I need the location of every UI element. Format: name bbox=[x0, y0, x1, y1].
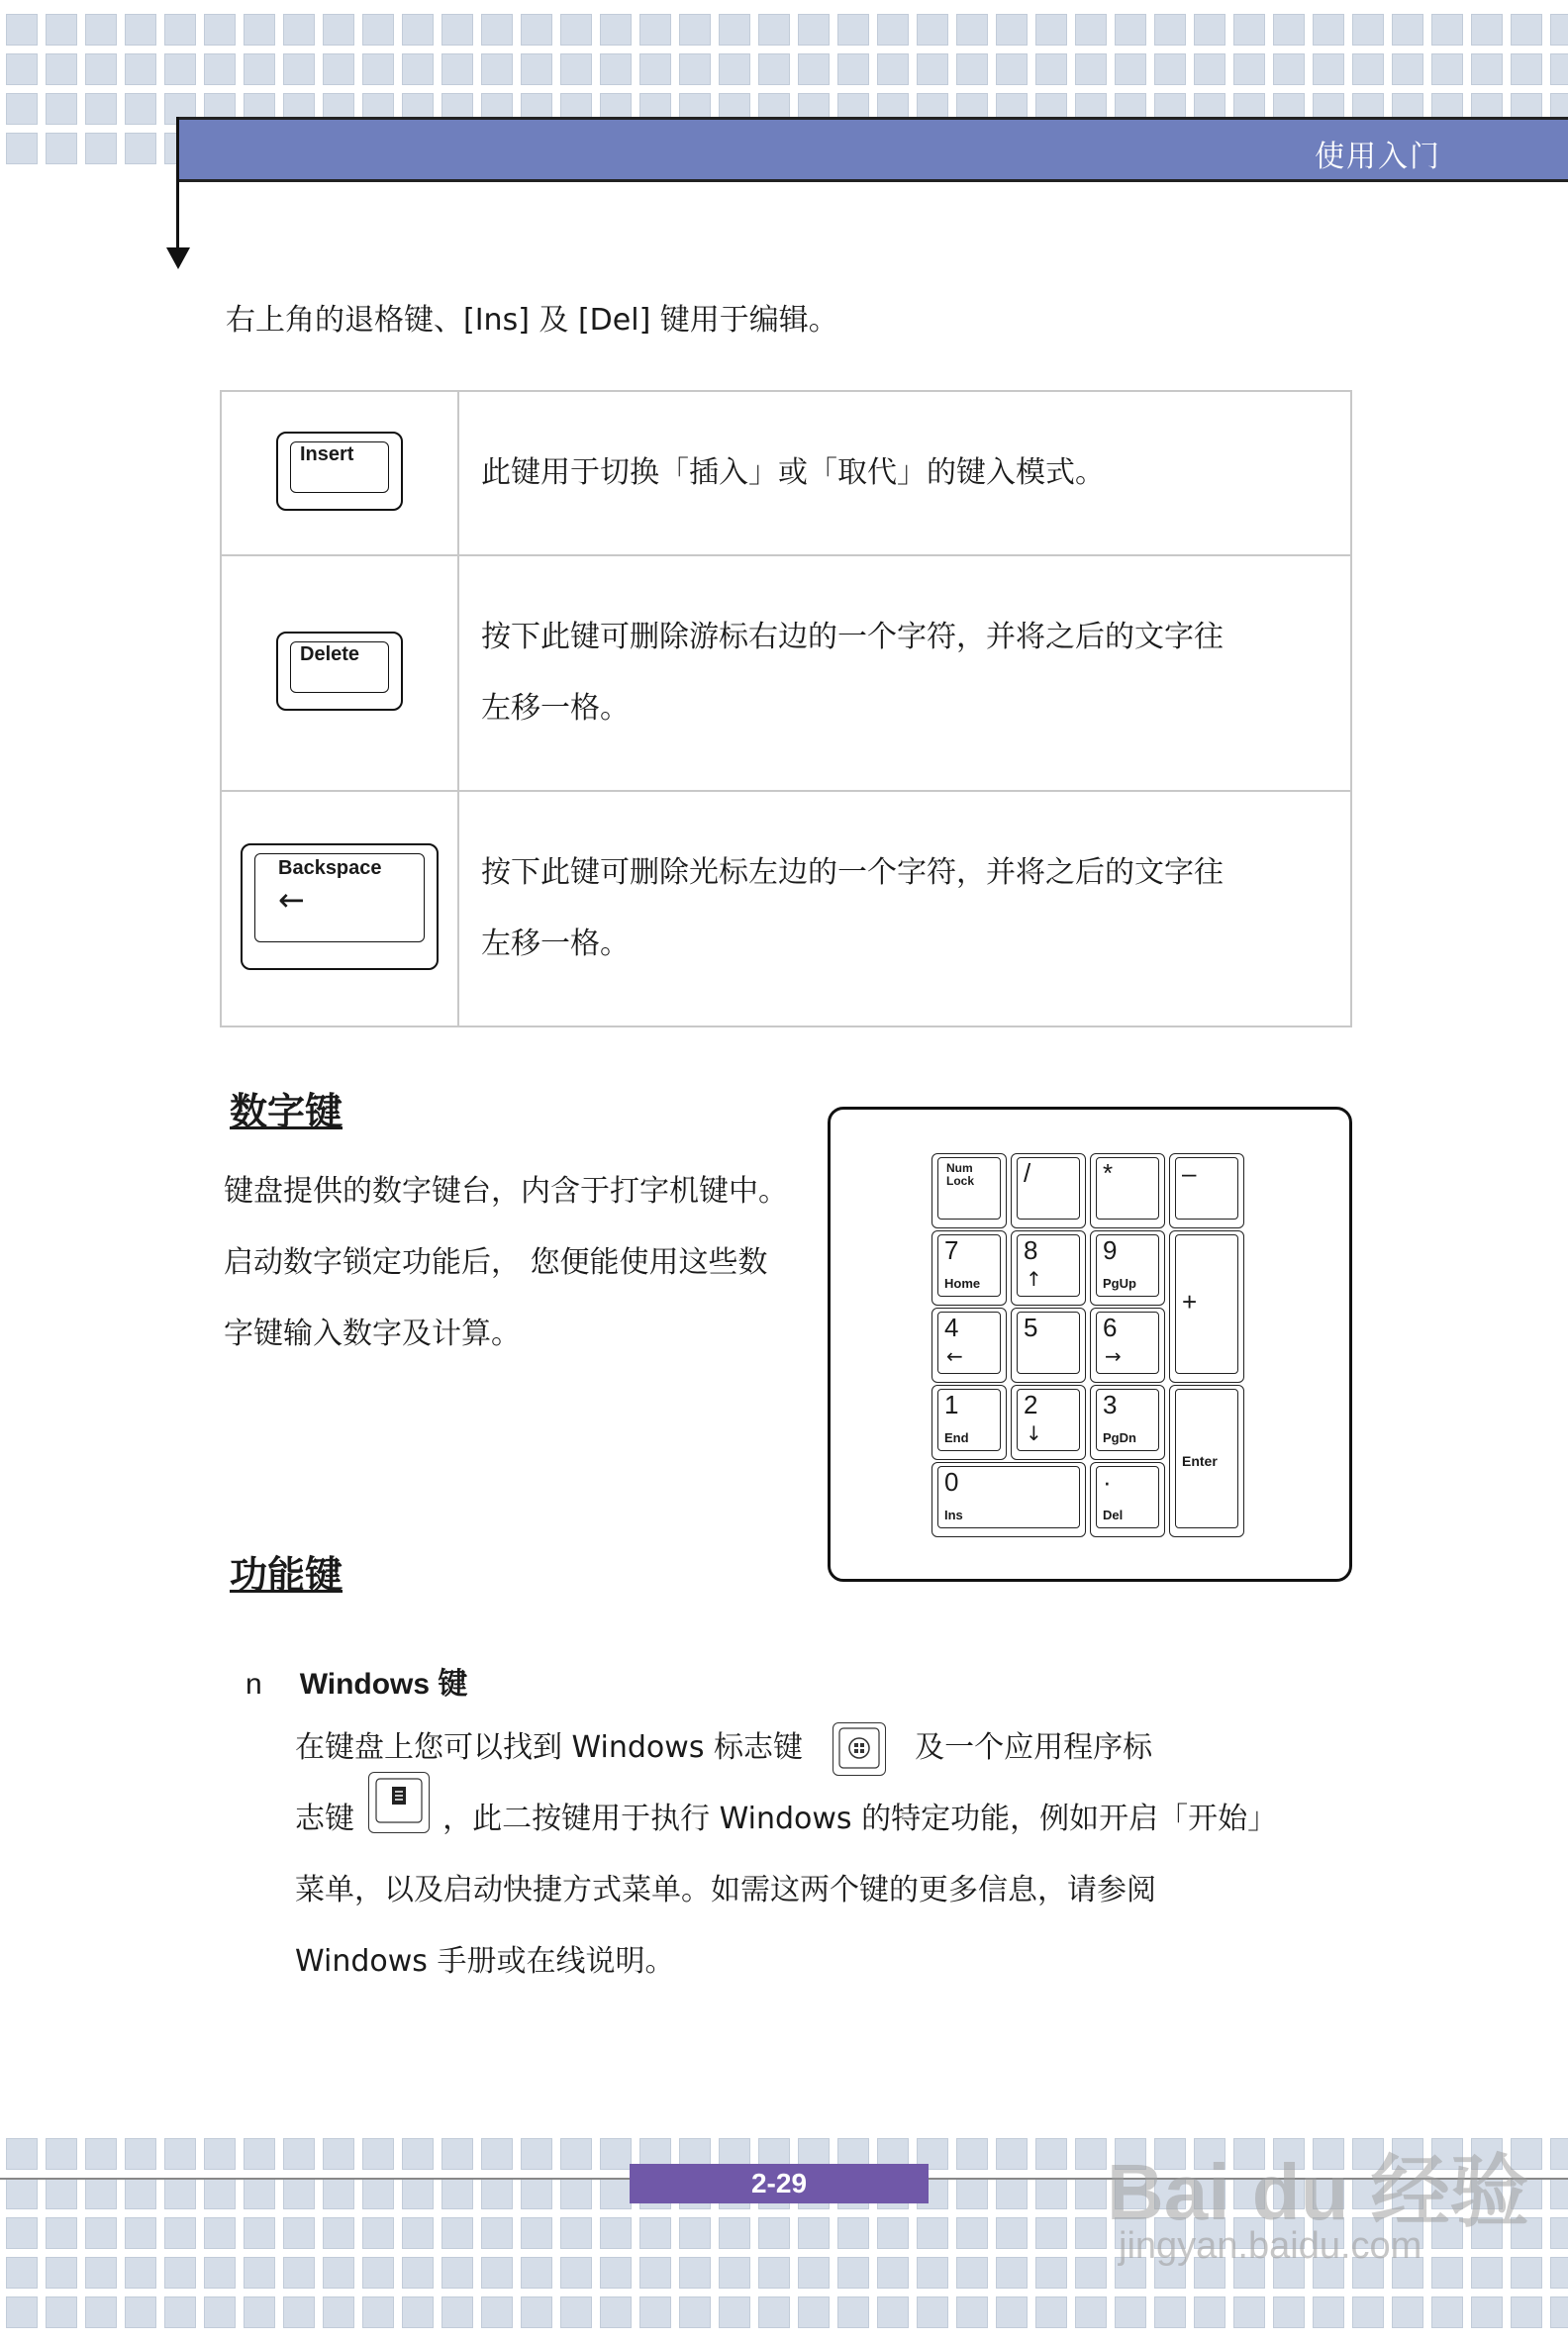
decor-tile bbox=[996, 2296, 1028, 2328]
decor-tile bbox=[6, 2138, 38, 2170]
decor-tile bbox=[1194, 53, 1225, 85]
decor-tile bbox=[560, 2217, 592, 2249]
description-line: 按下此键可删除游标右边的一个字符，并将之后的文字往 bbox=[481, 620, 1224, 654]
decor-tile bbox=[798, 2296, 830, 2328]
decor-tile bbox=[46, 2138, 77, 2170]
backspace-key-icon bbox=[241, 843, 439, 970]
decor-tile bbox=[521, 2296, 552, 2328]
decor-tile bbox=[46, 2296, 77, 2328]
delete-key-description bbox=[458, 555, 1351, 791]
decor-tile bbox=[6, 2257, 38, 2289]
decor-tile bbox=[1550, 2138, 1568, 2170]
decor-tile bbox=[204, 2217, 236, 2249]
decor-tile bbox=[46, 14, 77, 46]
decor-tile bbox=[758, 2296, 790, 2328]
numeric-keys-description bbox=[224, 1156, 818, 1370]
decor-tile bbox=[164, 2217, 196, 2249]
backspace-key-description bbox=[458, 791, 1351, 1026]
decor-tile bbox=[1352, 53, 1384, 85]
decor-tile bbox=[1115, 2296, 1146, 2328]
decor-tile bbox=[46, 2217, 77, 2249]
decor-tile bbox=[402, 2217, 434, 2249]
decor-tile bbox=[441, 2296, 473, 2328]
decor-tile bbox=[798, 14, 830, 46]
decor-tile bbox=[1392, 14, 1423, 46]
decor-tile bbox=[244, 2296, 275, 2328]
decor-tile bbox=[1075, 53, 1107, 85]
decor-tile bbox=[1035, 14, 1067, 46]
decor-tile bbox=[1075, 2296, 1107, 2328]
decor-tile bbox=[125, 2178, 156, 2209]
decor-tile bbox=[164, 2296, 196, 2328]
decor-tile bbox=[323, 2257, 354, 2289]
decor-tile bbox=[877, 2296, 909, 2328]
decor-tile bbox=[600, 53, 632, 85]
decor-tile bbox=[402, 2257, 434, 2289]
star-key: * bbox=[1090, 1153, 1165, 1228]
decor-tile bbox=[85, 2138, 117, 2170]
numlock-key: Num Lock bbox=[931, 1153, 1007, 1228]
decor-tile bbox=[441, 53, 473, 85]
table-row bbox=[221, 791, 1351, 1026]
decor-tile bbox=[85, 2296, 117, 2328]
decor-tile bbox=[719, 2296, 750, 2328]
decor-tile bbox=[362, 2217, 394, 2249]
decor-tile bbox=[125, 14, 156, 46]
minus-key: – bbox=[1169, 1153, 1244, 1228]
decor-tile bbox=[323, 2178, 354, 2209]
decor-tile bbox=[164, 14, 196, 46]
decor-tile bbox=[164, 2138, 196, 2170]
decor-tile bbox=[719, 2257, 750, 2289]
decor-tile bbox=[877, 53, 909, 85]
decor-tile bbox=[244, 2257, 275, 2289]
decor-tile bbox=[798, 53, 830, 85]
decor-tile bbox=[85, 2178, 117, 2209]
decor-tile bbox=[283, 2257, 315, 2289]
watermark-brand: Bai du 经验 bbox=[1107, 2148, 1529, 2236]
page-number: 2-29 bbox=[630, 2164, 929, 2203]
edit-keys-table bbox=[220, 390, 1352, 1027]
decor-tile bbox=[1115, 14, 1146, 46]
decor-tile bbox=[481, 2217, 513, 2249]
decor-tile bbox=[402, 2178, 434, 2209]
decor-tile bbox=[441, 2138, 473, 2170]
decor-tile bbox=[1352, 2296, 1384, 2328]
numpad-2-key: 2 ↓ bbox=[1011, 1385, 1086, 1460]
watermark-url: jingyan.baidu.com bbox=[1119, 2225, 1422, 2267]
decor-tile bbox=[46, 2257, 77, 2289]
decor-tile bbox=[1471, 2257, 1503, 2289]
decor-tile bbox=[758, 53, 790, 85]
decor-tile bbox=[679, 2296, 711, 2328]
decor-tile bbox=[1075, 2178, 1107, 2209]
decor-tile bbox=[679, 14, 711, 46]
decor-tile bbox=[1273, 2296, 1305, 2328]
insert-key-label: Insert bbox=[300, 443, 354, 465]
decor-tile bbox=[521, 2257, 552, 2289]
decor-tile bbox=[283, 2138, 315, 2170]
decor-tile bbox=[204, 2178, 236, 2209]
decor-tile bbox=[46, 93, 77, 125]
decor-tile bbox=[639, 2257, 671, 2289]
decor-tile bbox=[1431, 14, 1463, 46]
decor-tile bbox=[560, 2257, 592, 2289]
table-row bbox=[221, 555, 1351, 791]
decor-tile bbox=[323, 2296, 354, 2328]
decor-tile bbox=[244, 2217, 275, 2249]
decor-tile bbox=[956, 2138, 988, 2170]
decor-tile bbox=[244, 53, 275, 85]
decor-tile bbox=[85, 53, 117, 85]
decor-tile bbox=[1075, 2217, 1107, 2249]
decor-tile bbox=[441, 2257, 473, 2289]
table-row bbox=[221, 391, 1351, 555]
numeric-keys-title: 数字键 bbox=[230, 1090, 343, 1133]
decor-tile bbox=[125, 53, 156, 85]
decor-tile bbox=[956, 14, 988, 46]
windows-key-heading bbox=[245, 1659, 467, 1703]
decor-tile bbox=[283, 14, 315, 46]
enter-key: Enter bbox=[1169, 1385, 1244, 1537]
decor-tile bbox=[362, 14, 394, 46]
delete-key-cell bbox=[221, 555, 458, 791]
plus-key: + bbox=[1169, 1230, 1244, 1383]
decor-tile bbox=[85, 93, 117, 125]
application-key-icon bbox=[368, 1772, 430, 1833]
decor-tile bbox=[837, 2217, 869, 2249]
decor-tile bbox=[1511, 2296, 1542, 2328]
decor-tile bbox=[600, 2257, 632, 2289]
decor-tile bbox=[996, 2178, 1028, 2209]
decor-tile bbox=[283, 53, 315, 85]
decor-tile bbox=[719, 14, 750, 46]
paragraph-line: 启动数字锁定功能后， 您便能使用这些数 bbox=[224, 1245, 768, 1280]
decor-tile bbox=[1233, 53, 1265, 85]
insert-key-description bbox=[458, 391, 1351, 555]
decor-tile bbox=[837, 53, 869, 85]
decor-tile bbox=[204, 14, 236, 46]
paragraph-line: 字键输入数字及计算。 bbox=[224, 1317, 521, 1351]
decor-tile bbox=[837, 14, 869, 46]
decor-tile bbox=[1352, 14, 1384, 46]
header-title: 使用入门 bbox=[1315, 140, 1441, 174]
decor-tile bbox=[877, 14, 909, 46]
description-line: 此键用于切换「插入」或「取代」的键入模式。 bbox=[481, 455, 1105, 490]
decor-tile bbox=[85, 14, 117, 46]
decor-tile bbox=[6, 93, 38, 125]
windows-key-paragraph: 在键盘上您可以找到 Windows 标志键 及一个应用程序标 志键 ，此二按键用于执行 Windows 的特定功能，例如开启「开始」菜单，以及启动快捷方式菜单。如需这两个键的更多信息，请参阅 Windows 手册或在线说明。 bbox=[295, 1712, 1285, 1998]
description-line: 左移一格。 bbox=[481, 691, 630, 726]
decor-tile bbox=[639, 2217, 671, 2249]
description-line: 按下此键可删除光标左边的一个字符，并将之后的文字往 bbox=[481, 855, 1224, 890]
left-arrow-icon: ← bbox=[946, 1344, 963, 1368]
bullet-title: Windows 键 bbox=[299, 1668, 468, 1701]
decor-tile bbox=[679, 2257, 711, 2289]
decor-tile bbox=[521, 14, 552, 46]
decor-tile bbox=[1392, 53, 1423, 85]
decor-tile bbox=[6, 53, 38, 85]
numpad-illustration bbox=[828, 1107, 1352, 1582]
decor-tile bbox=[323, 2138, 354, 2170]
decor-tile bbox=[441, 2217, 473, 2249]
decor-tile bbox=[956, 2178, 988, 2209]
decor-tile bbox=[481, 2178, 513, 2209]
header-bar bbox=[176, 117, 1568, 182]
decor-tile bbox=[1115, 53, 1146, 85]
decor-tile bbox=[402, 14, 434, 46]
decor-tile bbox=[837, 2257, 869, 2289]
decor-tile bbox=[1154, 2296, 1186, 2328]
decor-tile bbox=[639, 53, 671, 85]
decor-tile bbox=[402, 2296, 434, 2328]
decor-tile bbox=[679, 53, 711, 85]
decor-tile bbox=[560, 14, 592, 46]
left-arrow-icon: ← bbox=[278, 881, 305, 919]
backspace-key-label: Backspace bbox=[278, 857, 382, 879]
decor-tile bbox=[1233, 2296, 1265, 2328]
decor-tile bbox=[164, 2257, 196, 2289]
delete-key-label: Delete bbox=[300, 643, 360, 665]
decor-tile bbox=[560, 2178, 592, 2209]
decor-tile bbox=[46, 133, 77, 164]
decor-tile bbox=[1075, 14, 1107, 46]
decor-tile bbox=[481, 2257, 513, 2289]
decor-tile bbox=[1471, 2296, 1503, 2328]
backspace-key-cell bbox=[221, 791, 458, 1026]
decor-tile bbox=[125, 2296, 156, 2328]
windows-logo-key-icon bbox=[833, 1722, 886, 1776]
right-arrow-icon: → bbox=[1105, 1344, 1122, 1368]
decor-tile bbox=[1035, 2296, 1067, 2328]
decor-tile bbox=[1550, 2257, 1568, 2289]
decor-tile bbox=[679, 2217, 711, 2249]
decor-tile bbox=[521, 2217, 552, 2249]
decor-tile bbox=[1313, 2296, 1344, 2328]
decor-tile bbox=[323, 14, 354, 46]
decor-tile bbox=[362, 2178, 394, 2209]
decor-tile bbox=[521, 53, 552, 85]
decor-tile bbox=[917, 2257, 948, 2289]
decor-tile bbox=[639, 14, 671, 46]
down-arrow-icon bbox=[166, 247, 190, 269]
decor-tile bbox=[244, 14, 275, 46]
decor-tile bbox=[996, 2217, 1028, 2249]
decor-tile bbox=[758, 2257, 790, 2289]
decor-tile bbox=[1075, 2257, 1107, 2289]
function-keys-title: 功能键 bbox=[230, 1553, 343, 1597]
paragraph-line: 键盘提供的数字键台，内含于打字机键中。 bbox=[224, 1174, 788, 1209]
decor-tile bbox=[481, 53, 513, 85]
decor-tile bbox=[441, 14, 473, 46]
decor-tile bbox=[1431, 2296, 1463, 2328]
decor-tile bbox=[600, 2217, 632, 2249]
decor-tile bbox=[600, 2296, 632, 2328]
decor-tile bbox=[758, 2217, 790, 2249]
numpad-dot-key: · Del bbox=[1090, 1462, 1165, 1537]
decor-tile bbox=[6, 133, 38, 164]
numpad-4-key: 4 ← bbox=[931, 1308, 1007, 1383]
decor-tile bbox=[560, 2138, 592, 2170]
insert-key-cell bbox=[221, 391, 458, 555]
decor-tile bbox=[283, 2296, 315, 2328]
decor-tile bbox=[996, 53, 1028, 85]
decor-tile bbox=[521, 2138, 552, 2170]
decor-tile bbox=[164, 2178, 196, 2209]
decor-tile bbox=[1511, 2257, 1542, 2289]
numpad-1-key: 1 End bbox=[931, 1385, 1007, 1460]
decor-tile bbox=[798, 2217, 830, 2249]
decor-tile bbox=[323, 2217, 354, 2249]
decor-tile bbox=[283, 2217, 315, 2249]
decor-tile bbox=[1154, 14, 1186, 46]
decor-tile bbox=[46, 53, 77, 85]
decor-tile bbox=[996, 14, 1028, 46]
decor-tile bbox=[1154, 53, 1186, 85]
decor-tile bbox=[1035, 2178, 1067, 2209]
decor-tile bbox=[6, 2217, 38, 2249]
description-line: 左移一格。 bbox=[481, 927, 630, 961]
decor-tile bbox=[1313, 14, 1344, 46]
numpad-0-key: 0 Ins bbox=[931, 1462, 1086, 1537]
decor-tile bbox=[1550, 53, 1568, 85]
decor-tile bbox=[996, 2138, 1028, 2170]
intro-text: 右上角的退格键、[Ins] 及 [Del] 键用于编辑。 bbox=[226, 303, 838, 338]
decor-tile bbox=[1392, 2296, 1423, 2328]
decor-tile bbox=[917, 2217, 948, 2249]
decor-tile bbox=[996, 2257, 1028, 2289]
decor-tile bbox=[1511, 53, 1542, 85]
decor-tile bbox=[917, 14, 948, 46]
decor-tile bbox=[1075, 2138, 1107, 2170]
numpad-7-key: 7 Home bbox=[931, 1230, 1007, 1306]
decor-tile bbox=[917, 53, 948, 85]
decor-tile bbox=[1511, 14, 1542, 46]
decor-tile bbox=[1194, 14, 1225, 46]
decor-tile bbox=[6, 2296, 38, 2328]
decor-tile bbox=[1035, 2138, 1067, 2170]
decor-tile bbox=[719, 2217, 750, 2249]
decor-tile bbox=[204, 2138, 236, 2170]
decor-tile bbox=[1313, 53, 1344, 85]
decor-tile bbox=[1273, 14, 1305, 46]
decor-tile bbox=[956, 53, 988, 85]
decor-tile bbox=[917, 2296, 948, 2328]
decor-tile bbox=[362, 2138, 394, 2170]
decor-tile bbox=[1550, 2217, 1568, 2249]
down-arrow-icon: ↓ bbox=[1026, 1421, 1042, 1445]
header-guide-line bbox=[176, 117, 179, 253]
decor-tile bbox=[204, 53, 236, 85]
decor-tile bbox=[877, 2217, 909, 2249]
numpad-5-key: 5 bbox=[1011, 1308, 1086, 1383]
numpad-8-key: 8 ↑ bbox=[1011, 1230, 1086, 1306]
decor-tile bbox=[125, 2257, 156, 2289]
decor-tile bbox=[1550, 14, 1568, 46]
decor-tile bbox=[244, 2138, 275, 2170]
decor-tile bbox=[204, 2257, 236, 2289]
decor-tile bbox=[1550, 2178, 1568, 2209]
numpad-9-key: 9 PgUp bbox=[1090, 1230, 1165, 1306]
decor-tile bbox=[1233, 14, 1265, 46]
up-arrow-icon: ↑ bbox=[1026, 1267, 1042, 1291]
decor-tile bbox=[758, 14, 790, 46]
decor-tile bbox=[1273, 53, 1305, 85]
decor-tile bbox=[125, 2138, 156, 2170]
decor-tile bbox=[362, 53, 394, 85]
decor-tile bbox=[600, 14, 632, 46]
decor-tile bbox=[1194, 2296, 1225, 2328]
decor-tile bbox=[719, 53, 750, 85]
decor-tile bbox=[125, 2217, 156, 2249]
decor-tile bbox=[1550, 2296, 1568, 2328]
decor-tile bbox=[402, 2138, 434, 2170]
decor-tile bbox=[283, 2178, 315, 2209]
decor-tile bbox=[362, 2296, 394, 2328]
decor-tile bbox=[85, 2217, 117, 2249]
numpad-6-key: 6 → bbox=[1090, 1308, 1165, 1383]
decor-tile bbox=[798, 2257, 830, 2289]
decor-tile bbox=[1035, 2257, 1067, 2289]
decor-tile bbox=[1431, 2257, 1463, 2289]
decor-tile bbox=[481, 2296, 513, 2328]
decor-tile bbox=[244, 2178, 275, 2209]
decor-tile bbox=[956, 2217, 988, 2249]
decor-tile bbox=[837, 2296, 869, 2328]
decor-tile bbox=[956, 2257, 988, 2289]
decor-tile bbox=[1471, 53, 1503, 85]
insert-key-icon bbox=[276, 432, 403, 511]
decor-tile bbox=[323, 53, 354, 85]
decor-tile bbox=[521, 2178, 552, 2209]
decor-tile bbox=[481, 2138, 513, 2170]
decor-tile bbox=[204, 2296, 236, 2328]
decor-tile bbox=[560, 53, 592, 85]
decor-tile bbox=[1471, 14, 1503, 46]
decor-tile bbox=[125, 93, 156, 125]
decor-tile bbox=[46, 2178, 77, 2209]
decor-tile bbox=[481, 14, 513, 46]
decor-tile bbox=[125, 133, 156, 164]
delete-key-icon bbox=[276, 632, 403, 711]
decor-tile bbox=[6, 2178, 38, 2209]
decor-tile bbox=[164, 53, 196, 85]
decor-tile bbox=[1035, 53, 1067, 85]
decor-tile bbox=[877, 2257, 909, 2289]
slash-key: / bbox=[1011, 1153, 1086, 1228]
decor-tile bbox=[560, 2296, 592, 2328]
decor-tile bbox=[600, 2138, 632, 2170]
decor-tile bbox=[600, 2178, 632, 2209]
numpad-3-key: 3 PgDn bbox=[1090, 1385, 1165, 1460]
decor-tile bbox=[639, 2296, 671, 2328]
decor-tile bbox=[402, 53, 434, 85]
decor-tile bbox=[6, 14, 38, 46]
decor-tile bbox=[1431, 53, 1463, 85]
decor-tile bbox=[1035, 2217, 1067, 2249]
decor-tile bbox=[956, 2296, 988, 2328]
decor-tile bbox=[85, 2257, 117, 2289]
decor-tile bbox=[441, 2178, 473, 2209]
decor-tile bbox=[362, 2257, 394, 2289]
bullet-marker: n bbox=[245, 1668, 262, 1701]
decor-tile bbox=[85, 133, 117, 164]
